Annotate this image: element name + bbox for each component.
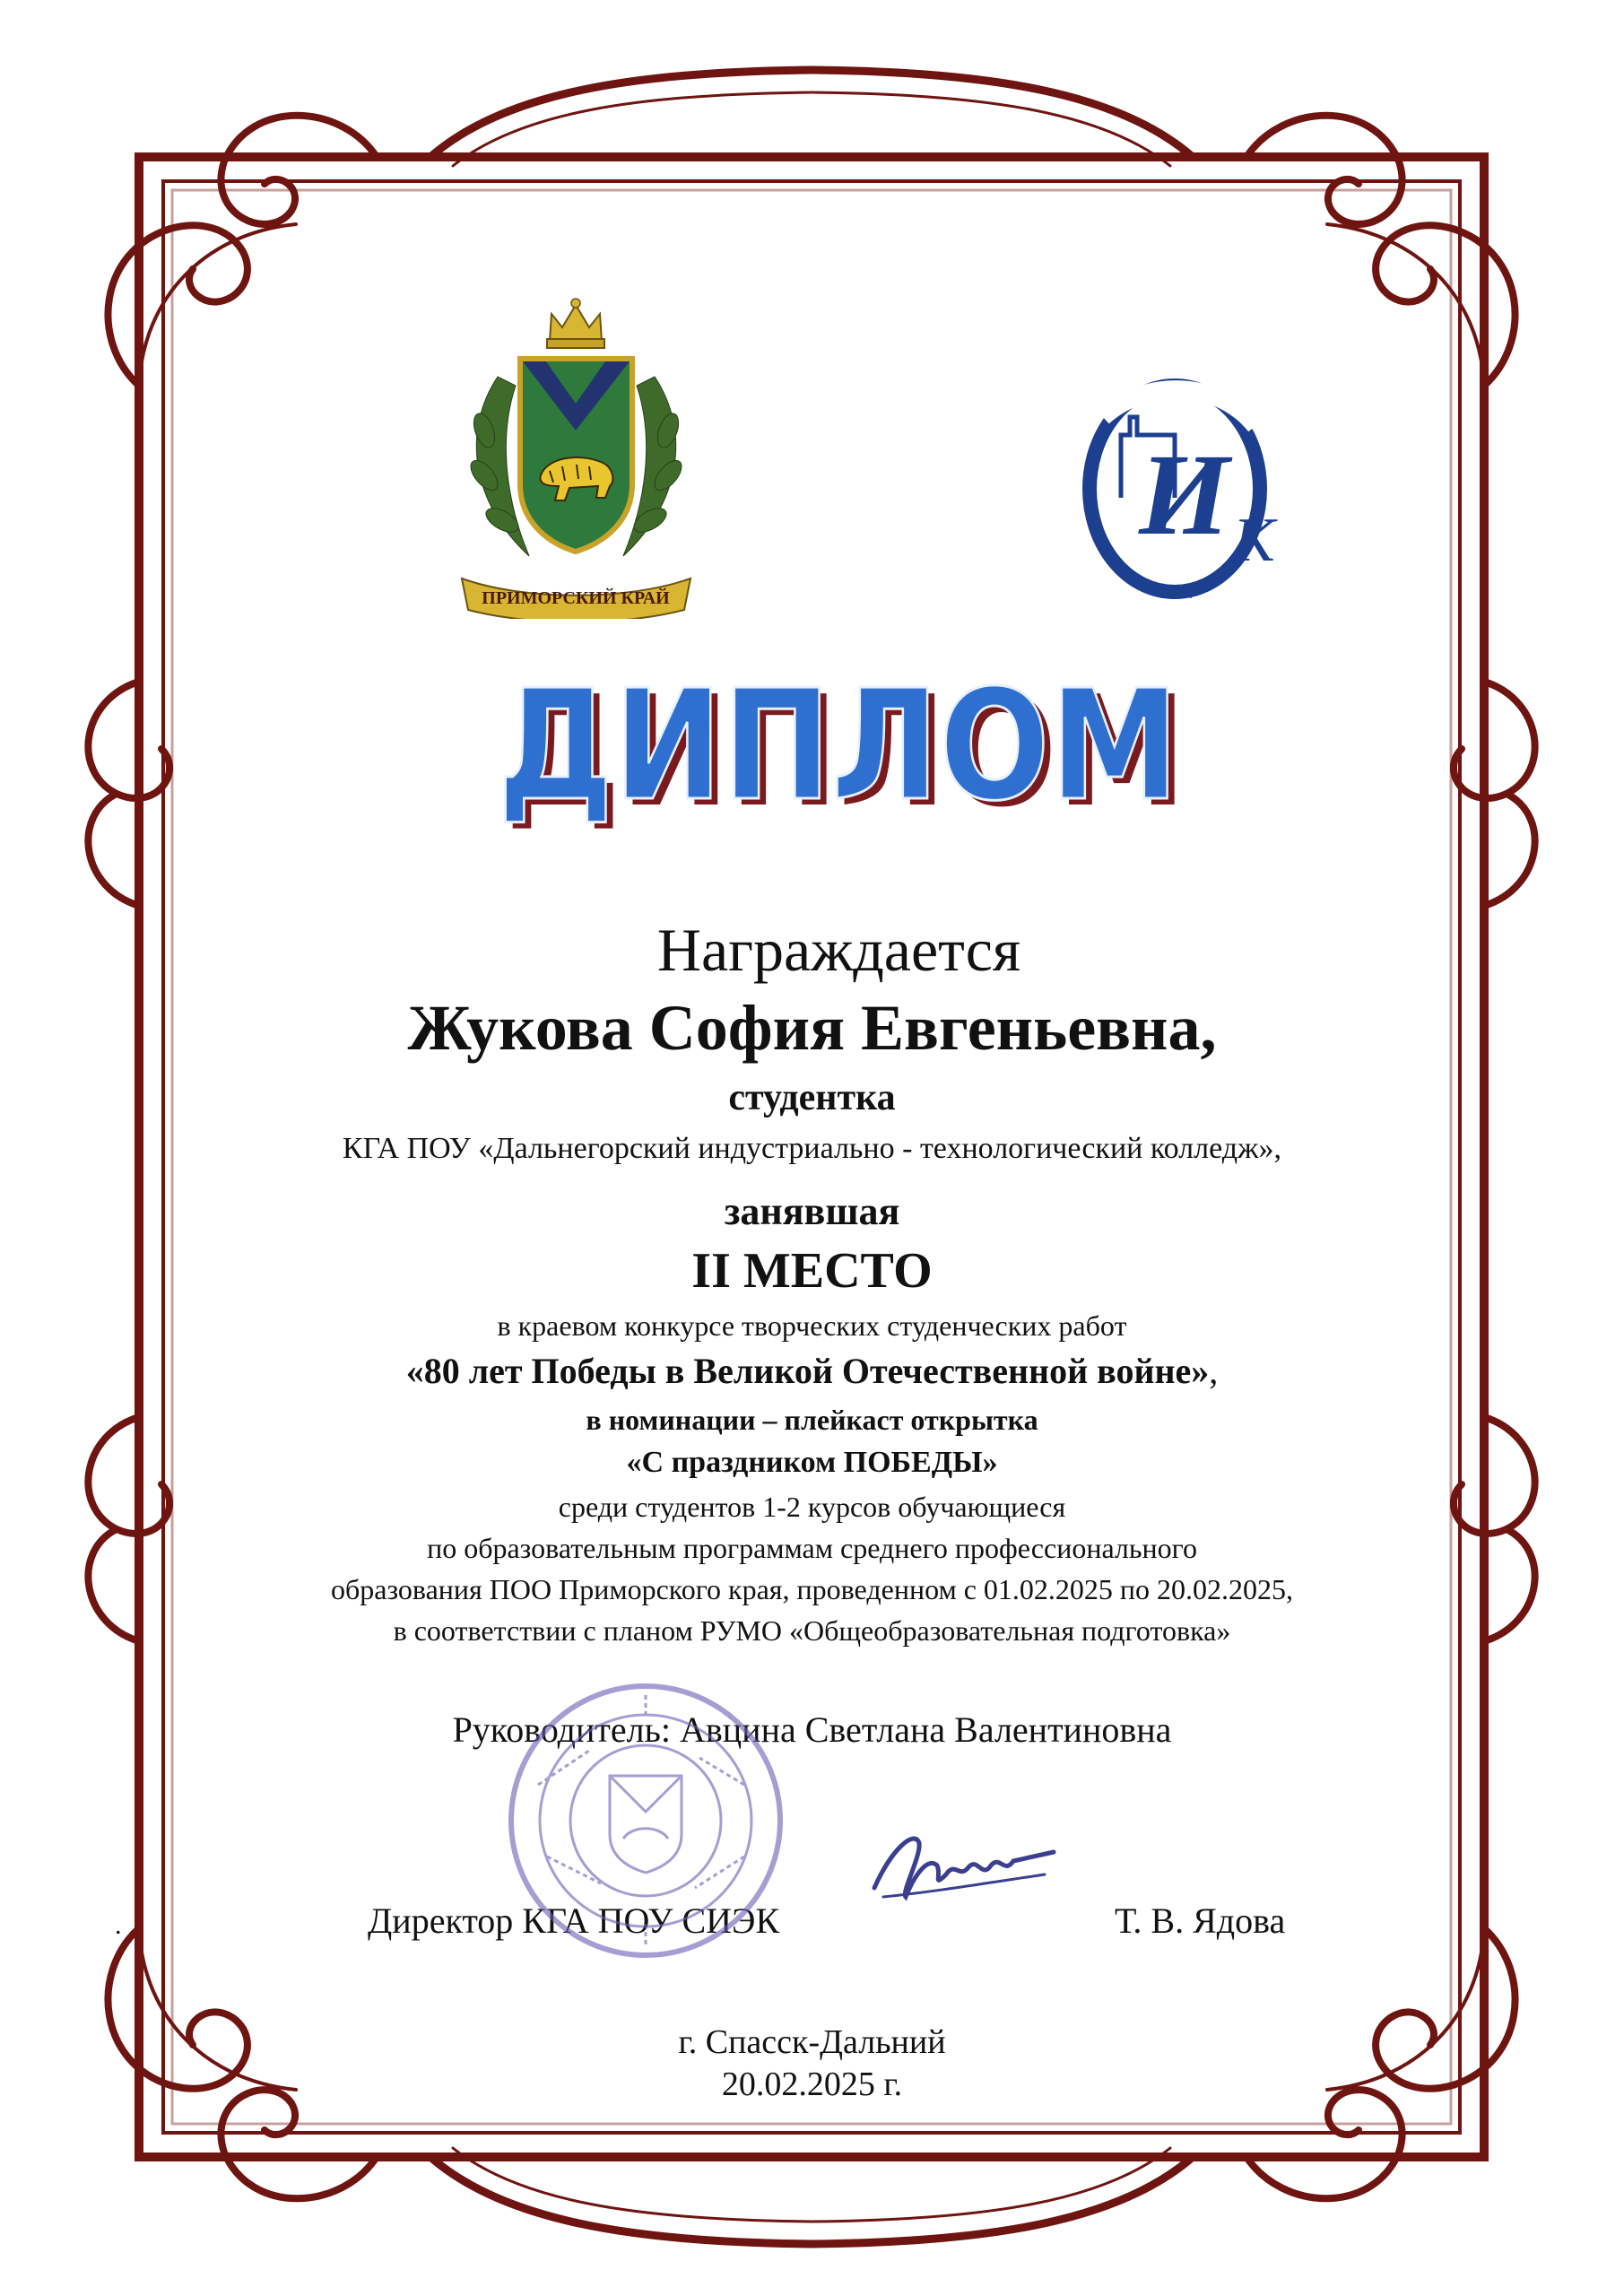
title-text: ДИПЛОМ: [498, 664, 1179, 835]
contest-name-suffix: ,: [1209, 1351, 1219, 1391]
institution-name: КГА ПОУ «Дальнегорский индустриально - технологический колледж»,: [342, 1132, 1282, 1165]
recipient-name: Жукова София Евгеньевна,: [407, 992, 1217, 1064]
details-line: в соответствии с планом РУМО «Общеобразовательная подготовка»: [393, 1614, 1231, 1647]
director-name: Т. В. Ядова: [1115, 1900, 1286, 1941]
title-shadow: ДИПЛОМ: [505, 664, 1186, 841]
details-line: по образовательным программам среднего профессионального: [427, 1532, 1197, 1564]
city-label: г. Спасск-Дальний: [678, 2023, 946, 2061]
college-abbreviation: СИЭК: [1157, 587, 1193, 601]
college-logo: [1040, 363, 1309, 605]
recipient-status: студентка: [728, 1077, 896, 1118]
contest-name: «80 лет Победы в Великой Отечественной войне»: [405, 1351, 1210, 1391]
svg-text:И: И: [1139, 430, 1230, 560]
frame-bottom-arch: [430, 2157, 1193, 2244]
nomination-label: в номинации – плейкаст открытка: [586, 1404, 1038, 1436]
frame-top-arch: [430, 70, 1193, 157]
awarded-label: Награждается: [656, 916, 1021, 984]
nomination-title: «С праздником ПОБЕДЫ»: [626, 1446, 998, 1479]
ribbon-icon: [462, 578, 690, 619]
primorsky-coat-of-arms: [444, 296, 708, 619]
took-label: занявшая: [724, 1189, 900, 1233]
seal-emblem-icon: [610, 1776, 682, 1873]
official-seal: [502, 1677, 789, 1964]
svg-text:К: К: [1233, 506, 1275, 575]
issue-date: 20.02.2025 г.: [721, 2066, 903, 2103]
crown-icon: [547, 299, 604, 348]
details-line: среди студентов 1-2 курсов обучающиеся: [558, 1491, 1066, 1523]
director-position: Директор КГА ПОУ СИЭК: [368, 1900, 780, 1941]
stray-dot: .: [115, 1910, 122, 1940]
director-signature: [865, 1812, 1072, 1919]
region-caption: ПРИМОРСКИЙ КРАЙ: [482, 588, 670, 608]
place-label: II МЕСТО: [691, 1243, 933, 1299]
diploma-title: [484, 664, 1193, 843]
contest-name-line: [0, 1350, 1624, 1392]
contest-intro: в краевом конкурсе творческих студенческих работ: [497, 1309, 1127, 1342]
supervisor-line: Руководитель: Авцина Светлана Валентиновна: [452, 1709, 1172, 1750]
details-line: образования ПОО Приморского края, проведенном с 01.02.2025 по 20.02.2025,: [330, 1573, 1294, 1605]
shield-icon: [520, 359, 632, 552]
